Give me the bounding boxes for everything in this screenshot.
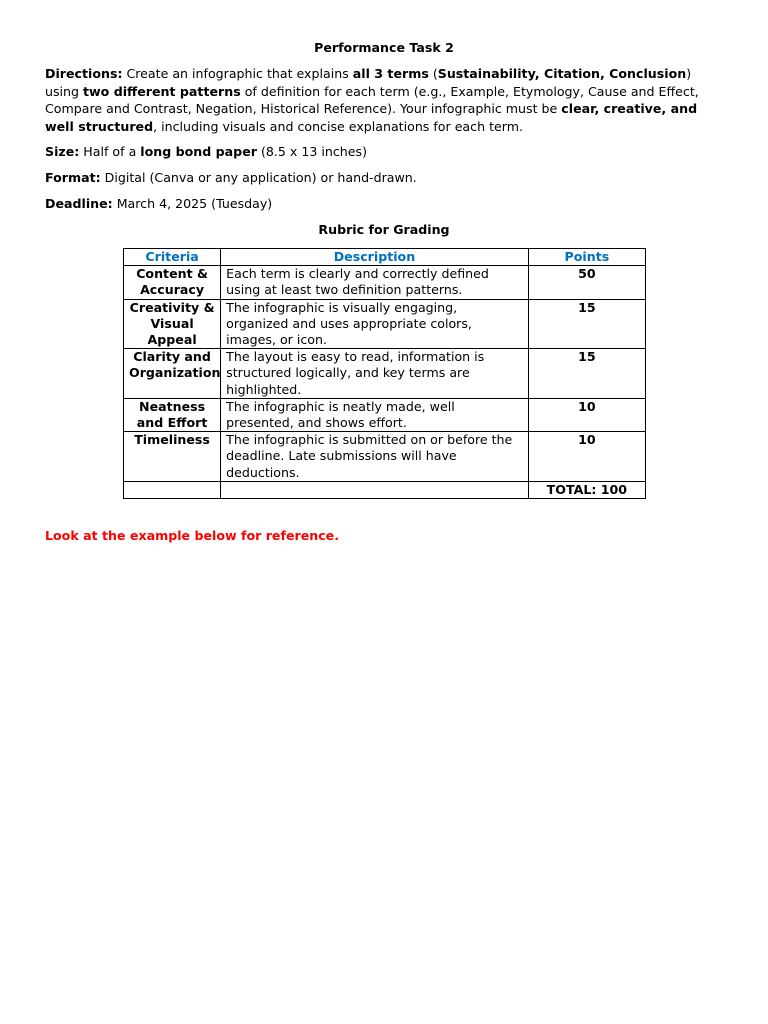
- empty-cell: [124, 481, 221, 498]
- table-row: [124, 349, 646, 399]
- criteria-cell: Content & Accuracy: [124, 266, 221, 299]
- size-label: Size:: [45, 144, 80, 159]
- rubric-header-row: [124, 249, 646, 266]
- criteria-cell: Creativity & Visual Appeal: [124, 299, 221, 349]
- directions-text: of definition for each term (e.g., Example, Etymology, Cause and Effect, Compare and Contrast, Negation, Historical Reference). Your infographic must be: [45, 83, 699, 116]
- directions-bold-terms: all 3 terms: [352, 66, 429, 81]
- rubric-table: [123, 248, 646, 499]
- criteria-cell: Clarity and Organization: [124, 349, 221, 399]
- directions-text: ) using: [45, 66, 692, 99]
- size-bold: long bond paper: [140, 144, 257, 159]
- table-row: [124, 299, 646, 349]
- criteria-header: Criteria: [124, 249, 221, 266]
- criteria-cell: Timeliness: [124, 432, 221, 482]
- rubric-title: Rubric for Grading: [318, 222, 450, 237]
- description-cell: The infographic is submitted on or before the deadline. Late submissions will have deductions.: [221, 432, 529, 482]
- empty-cell: [221, 481, 529, 498]
- table-row: [124, 398, 646, 431]
- description-cell: The layout is easy to read, information is structured logically, and key terms are highlighted.: [221, 349, 529, 399]
- deadline-text: March 4, 2025 (Tuesday): [112, 196, 273, 211]
- points-cell: 15: [528, 349, 645, 399]
- directions-bold-qualities: clear, creative, and well structured: [45, 101, 698, 134]
- description-header: Description: [221, 249, 529, 266]
- directions-label: Directions:: [45, 66, 123, 81]
- size-text: Half of a: [79, 144, 141, 159]
- deadline-line: [45, 195, 715, 213]
- directions-bold-patterns: two different patterns: [83, 83, 241, 99]
- table-row: [124, 432, 646, 482]
- directions-paragraph: [45, 65, 715, 135]
- directions-text: Create an infographic that explains: [122, 66, 353, 81]
- total-row: [124, 481, 646, 498]
- deadline-label: Deadline:: [45, 196, 113, 211]
- description-cell: Each term is clearly and correctly defined using at least two definition patterns.: [221, 266, 529, 299]
- size-text: (8.5 x 13 inches): [256, 144, 367, 159]
- description-cell: The infographic is visually engaging, organized and uses appropriate colors, images, or icon.: [221, 299, 529, 349]
- points-header: Points: [528, 249, 645, 266]
- directions-text: (: [428, 66, 438, 81]
- description-cell: The infographic is neatly made, well presented, and shows effort.: [221, 398, 529, 431]
- format-text: Digital (Canva or any application) or hand-drawn.: [100, 170, 417, 185]
- format-line: [45, 169, 715, 187]
- format-label: Format:: [45, 170, 101, 185]
- points-cell: 10: [528, 432, 645, 482]
- reference-note: Look at the example below for reference.: [45, 528, 339, 543]
- total-cell: TOTAL: 100: [528, 481, 645, 498]
- size-line: [45, 143, 715, 161]
- table-row: [124, 266, 646, 299]
- directions-text: , including visuals and concise explanations for each term.: [153, 118, 523, 134]
- page-title: Performance Task 2: [314, 40, 454, 55]
- directions-bold-term-list: Sustainability, Citation, Conclusion: [437, 66, 687, 81]
- points-cell: 10: [528, 398, 645, 431]
- points-cell: 50: [528, 266, 645, 299]
- points-cell: 15: [528, 299, 645, 349]
- criteria-cell: Neatness and Effort: [124, 398, 221, 431]
